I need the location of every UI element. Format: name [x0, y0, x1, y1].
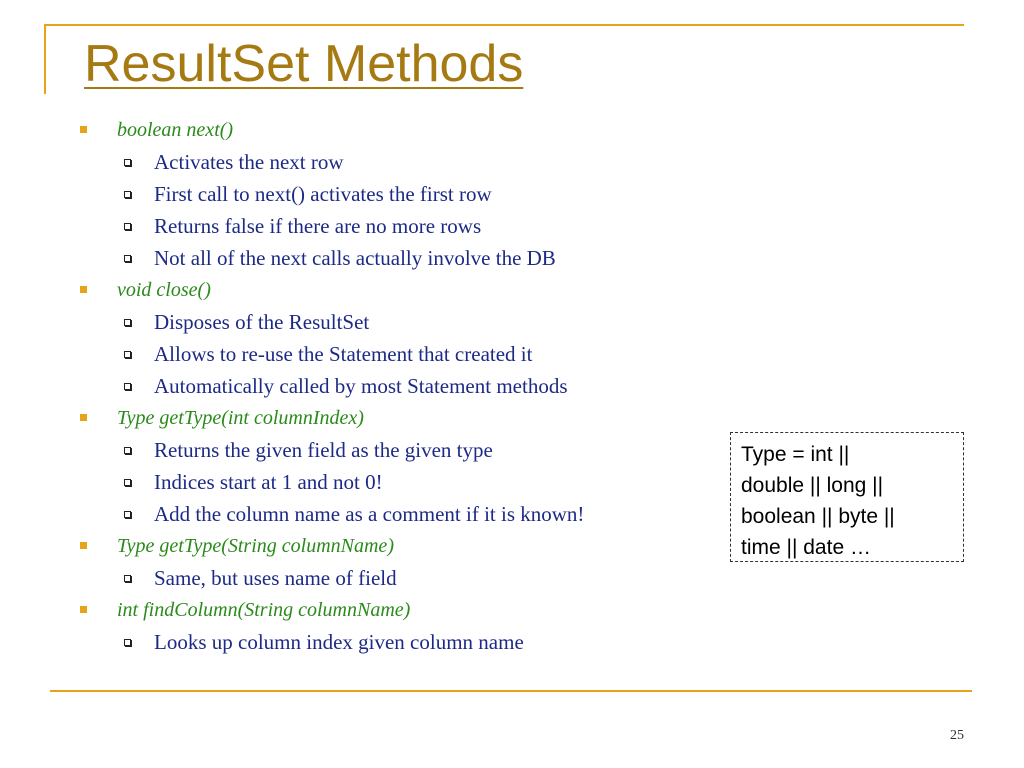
square-bullet-icon	[80, 286, 87, 293]
detail-item	[0, 371, 700, 403]
square-bullet-icon	[80, 542, 87, 549]
detail-text: Returns the given field as the given type	[154, 438, 493, 462]
detail-item	[0, 147, 700, 179]
type-note-box	[730, 432, 964, 562]
detail-text: Automatically called by most Statement methods	[154, 374, 568, 398]
hollow-square-bullet-icon	[124, 351, 131, 358]
left-divider-line	[44, 24, 46, 94]
square-bullet-icon	[80, 414, 87, 421]
note-line: double || long ||	[741, 474, 884, 497]
method-signature: int findColumn(String columnName)	[117, 599, 411, 621]
method-list	[0, 115, 700, 659]
hollow-square-bullet-icon	[124, 319, 131, 326]
hollow-square-bullet-icon	[124, 639, 131, 646]
detail-text: Same, but uses name of field	[154, 566, 397, 590]
method-item	[0, 275, 700, 307]
method-signature: boolean next()	[117, 119, 234, 141]
method-signature: Type getType(int columnIndex)	[117, 407, 364, 429]
hollow-square-bullet-icon	[124, 575, 131, 582]
hollow-square-bullet-icon	[124, 191, 131, 198]
bottom-divider-line	[50, 690, 972, 692]
detail-item	[0, 435, 700, 467]
detail-text: Returns false if there are no more rows	[154, 214, 482, 238]
detail-item	[0, 179, 700, 211]
slide-title: ResultSet Methods	[84, 35, 524, 93]
detail-text: Add the column name as a comment if it is known!	[154, 502, 585, 526]
detail-text: Disposes of the ResultSet	[154, 310, 370, 334]
detail-item	[0, 627, 700, 659]
note-line: Type = int ||	[741, 443, 850, 466]
detail-item	[0, 467, 700, 499]
detail-item	[0, 307, 700, 339]
method-item	[0, 531, 700, 563]
detail-item	[0, 211, 700, 243]
hollow-square-bullet-icon	[124, 223, 131, 230]
hollow-square-bullet-icon	[124, 383, 131, 390]
detail-text: Not all of the next calls actually involve the DB	[154, 246, 556, 270]
hollow-square-bullet-icon	[124, 511, 131, 518]
note-line: boolean || byte ||	[741, 505, 895, 528]
top-divider-line	[44, 24, 964, 26]
method-item	[0, 595, 700, 627]
detail-text: Allows to re-use the Statement that created it	[154, 342, 533, 366]
method-signature: void close()	[117, 279, 211, 301]
method-item	[0, 403, 700, 435]
note-line: time || date …	[741, 536, 871, 559]
square-bullet-icon	[80, 606, 87, 613]
detail-item	[0, 499, 700, 531]
detail-text: Indices start at 1 and not 0!	[154, 470, 383, 494]
detail-item	[0, 243, 700, 275]
method-item	[0, 115, 700, 147]
detail-item	[0, 339, 700, 371]
detail-item	[0, 563, 700, 595]
hollow-square-bullet-icon	[124, 159, 131, 166]
square-bullet-icon	[80, 126, 87, 133]
hollow-square-bullet-icon	[124, 447, 131, 454]
hollow-square-bullet-icon	[124, 255, 131, 262]
detail-text: First call to next() activates the first row	[154, 182, 492, 206]
hollow-square-bullet-icon	[124, 479, 131, 486]
detail-text: Activates the next row	[154, 150, 344, 174]
method-signature: Type getType(String columnName)	[117, 535, 394, 557]
slide-number: 25	[950, 728, 964, 743]
detail-text: Looks up column index given column name	[154, 630, 524, 654]
